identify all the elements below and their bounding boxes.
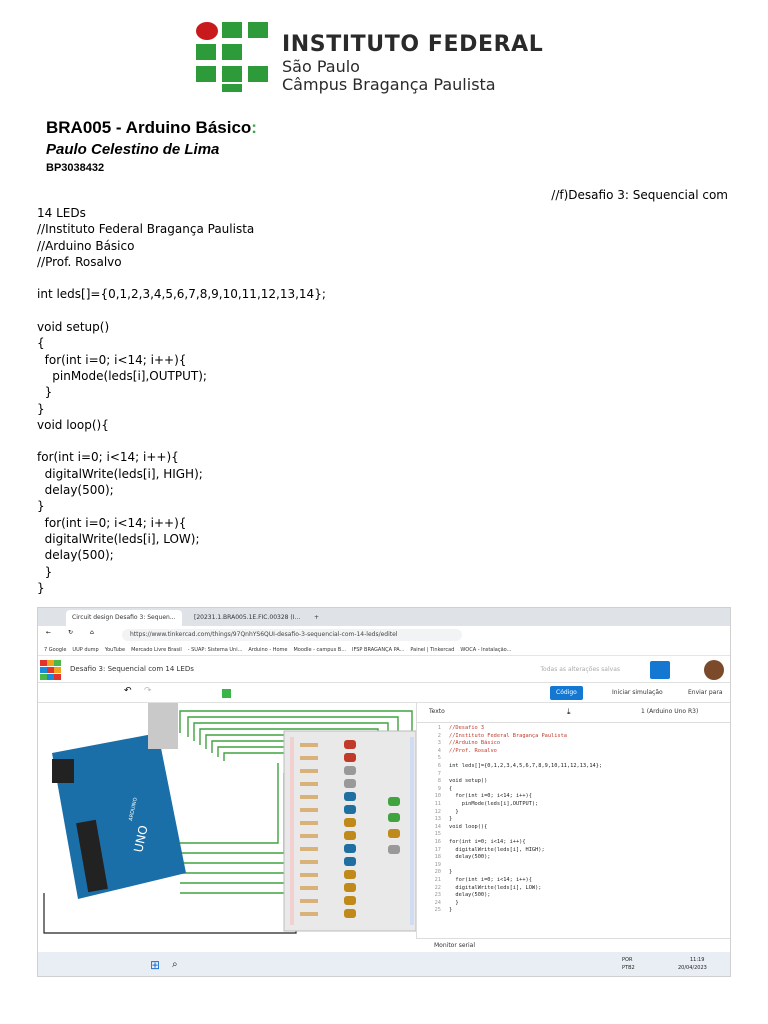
doc-code-line: int leds[]={0,1,2,3,4,5,6,7,8,9,10,11,12,13,14}; xyxy=(37,287,326,302)
code-line: for(int i=0; i<14; i++){ xyxy=(449,793,532,800)
code-line: } xyxy=(449,808,459,815)
bookmark-link[interactable]: IFSP BRAGANÇA PA... xyxy=(351,647,405,653)
project-title[interactable]: Desafio 3: Sequencial com 14 LEDs xyxy=(70,665,194,673)
doc-code-line: void setup() xyxy=(37,320,110,335)
code-line: digitalWrite(leds[i], LOW); xyxy=(449,884,542,891)
led[interactable] xyxy=(388,829,400,838)
resistor[interactable] xyxy=(300,769,318,773)
doc-code-line: //Instituto Federal Bragança Paulista xyxy=(37,222,255,237)
bookmark-link[interactable]: YouTube xyxy=(104,647,126,653)
svg-text:ARDUINO: ARDUINO xyxy=(128,797,139,822)
resistor[interactable] xyxy=(300,834,318,838)
line-number: 8 xyxy=(437,778,441,785)
line-number: 20 xyxy=(434,869,441,876)
resistor[interactable] xyxy=(300,912,318,916)
color-picker-icon[interactable] xyxy=(222,689,231,698)
resistor[interactable] xyxy=(300,795,318,799)
back-icon[interactable]: ← xyxy=(46,629,52,636)
undo-icon[interactable]: ↶ xyxy=(124,686,132,696)
doc-code-line: 14 LEDs xyxy=(37,206,86,220)
line-number: 11 xyxy=(434,801,441,807)
search-icon[interactable]: ⌕ xyxy=(172,959,178,970)
tinkercad-logo xyxy=(40,660,62,680)
line-number: 9 xyxy=(437,785,441,792)
code-line: for(int i=0; i<14; i++){ xyxy=(449,877,532,883)
line-number: 23 xyxy=(434,892,441,899)
bookmark-link[interactable]: Moodle - campus B... xyxy=(293,647,346,653)
led[interactable] xyxy=(344,896,356,905)
new-tab-button[interactable]: + xyxy=(314,614,320,621)
line-number: 1 xyxy=(437,725,441,731)
windows-start-icon[interactable]: ⊞ xyxy=(150,958,161,972)
doc-code-line xyxy=(37,270,326,286)
code-line: { xyxy=(449,785,453,792)
led[interactable] xyxy=(344,753,356,762)
bookmark-link[interactable]: Mercado Livre Brasil xyxy=(131,647,182,653)
institution-logo xyxy=(196,22,576,96)
resistor[interactable] xyxy=(300,782,318,786)
line-number: 24 xyxy=(434,899,441,906)
course-title: BRA005 - Arduino Básico: xyxy=(46,118,257,137)
reload-icon[interactable]: ↻ xyxy=(68,629,74,636)
code-line: void loop(){ xyxy=(449,823,488,830)
led[interactable] xyxy=(344,740,356,749)
doc-code-line: digitalWrite(leds[i], LOW); xyxy=(37,531,200,546)
led[interactable] xyxy=(388,813,400,822)
resistor[interactable] xyxy=(300,821,318,825)
resistor[interactable] xyxy=(300,860,318,864)
doc-code-line xyxy=(37,303,326,319)
svg-text:UNO: UNO xyxy=(131,824,151,854)
tinkercad-screenshot xyxy=(37,607,731,977)
led[interactable] xyxy=(388,845,400,854)
resistor[interactable] xyxy=(300,756,318,760)
line-number: 7 xyxy=(437,770,441,777)
led[interactable] xyxy=(344,818,356,827)
line-number: 16 xyxy=(434,839,441,845)
code-line: //Arduino Básico xyxy=(449,740,501,747)
doc-code-line: } xyxy=(37,580,45,595)
circuit-view-icon[interactable] xyxy=(650,661,670,679)
line-number: 15 xyxy=(434,831,441,838)
line-number: 5 xyxy=(437,755,441,762)
home-icon[interactable]: ⌂ xyxy=(90,629,94,636)
code-mode-select[interactable]: Texto xyxy=(429,708,445,715)
line-number: 17 xyxy=(434,846,441,853)
logo-campus: Câmpus Bragança Paulista xyxy=(282,75,496,94)
code-line: int leds[]={0,1,2,3,4,5,6,7,8,9,10,11,12,13,14}; xyxy=(449,763,603,769)
logo-title: INSTITUTO FEDERAL xyxy=(282,32,544,57)
led[interactable] xyxy=(344,831,356,840)
doc-code-line: for(int i=0; i<14; i++){ xyxy=(37,515,187,530)
code-line: delay(500); xyxy=(449,892,491,899)
student-id: BP3038432 xyxy=(46,162,105,174)
tinkercad-header xyxy=(38,657,730,683)
resistor[interactable] xyxy=(300,886,318,890)
led[interactable] xyxy=(344,805,356,814)
line-number: 19 xyxy=(434,861,441,868)
line-number: 21 xyxy=(434,877,441,883)
redo-icon[interactable]: ↷ xyxy=(144,686,152,696)
download-icon[interactable]: ⤓ xyxy=(567,707,571,716)
doc-code-line: //Arduino Básico xyxy=(37,238,135,253)
bookmark-link[interactable]: - SUAP: Sistema Uni... xyxy=(187,647,243,653)
bookmark-link[interactable]: Painel | Tinkercad xyxy=(410,647,455,653)
led[interactable] xyxy=(344,857,356,866)
save-status: Todas as alterações salvas xyxy=(540,666,620,673)
keyboard-layout[interactable]: PTB2 xyxy=(622,965,635,971)
code-line: for(int i=0; i<14; i++){ xyxy=(449,839,526,845)
led[interactable] xyxy=(344,870,356,879)
led[interactable] xyxy=(344,779,356,788)
clock-date[interactable]: 20/04/2023 xyxy=(678,965,707,971)
resistor[interactable] xyxy=(300,743,318,747)
code-line: digitalWrite(leds[i], HIGH); xyxy=(449,846,545,853)
resistor[interactable] xyxy=(300,899,318,903)
led[interactable] xyxy=(344,883,356,892)
if-logo-mark xyxy=(196,22,270,92)
author-name: Paulo Celestino de Lima xyxy=(46,141,220,158)
doc-code-line: } xyxy=(37,385,53,400)
code-line: pinMode(leds[i],OUTPUT); xyxy=(449,801,539,807)
led[interactable] xyxy=(344,909,356,918)
line-number: 22 xyxy=(434,884,441,891)
send-to-button[interactable]: Enviar para xyxy=(688,689,723,696)
browser-tab-active[interactable]: Circuit design Desafio 3: Sequen... xyxy=(66,610,182,626)
code-button[interactable]: Código xyxy=(550,686,583,700)
code-line: void setup() xyxy=(449,778,488,785)
code-line: } xyxy=(449,869,453,876)
doc-code-line: pinMode(leds[i],OUTPUT); xyxy=(37,368,207,383)
line-number: 3 xyxy=(437,740,441,747)
doc-code-line: } xyxy=(37,499,45,514)
code-line: //Desafio 3 xyxy=(449,725,485,731)
browser-tab-bar xyxy=(38,608,730,626)
windows-taskbar xyxy=(38,952,730,977)
line-number: 25 xyxy=(434,907,441,914)
doc-code-line: for(int i=0; i<14; i++){ xyxy=(37,352,187,367)
led[interactable] xyxy=(344,792,356,801)
led[interactable] xyxy=(344,766,356,775)
doc-code-block xyxy=(37,205,326,596)
resistor[interactable] xyxy=(300,847,318,851)
code-line: delay(500); xyxy=(449,854,491,861)
code-line: } xyxy=(449,816,453,823)
led[interactable] xyxy=(344,844,356,853)
clock-time[interactable]: 11:19 xyxy=(690,957,705,963)
resistor[interactable] xyxy=(300,808,318,812)
bookmarks-bar xyxy=(38,644,730,656)
line-number: 18 xyxy=(434,854,441,861)
doc-code-line: //Prof. Rosalvo xyxy=(37,254,122,269)
arduino-board xyxy=(52,703,186,899)
doc-code-line: digitalWrite(leds[i], HIGH); xyxy=(37,466,203,481)
doc-code-line: void loop(){ xyxy=(37,417,109,432)
line-number: 6 xyxy=(437,763,441,769)
line-number: 12 xyxy=(434,808,441,815)
line-number: 14 xyxy=(434,823,441,830)
code-line: } xyxy=(449,907,453,914)
address-bar xyxy=(38,626,730,644)
language-indicator[interactable]: POR xyxy=(622,957,633,963)
doc-first-line: //f)Desafio 3: Sequencial com xyxy=(551,188,728,202)
circuit-canvas[interactable] xyxy=(38,703,416,938)
code-line: //Prof. Rosalvo xyxy=(449,747,497,754)
doc-code-line: for(int i=0; i<14; i++){ xyxy=(37,450,179,465)
doc-code-line: delay(500); xyxy=(37,483,114,498)
browser-tab[interactable]: [20231.1.BRA005.1E.FIC.00328 (I... xyxy=(194,614,301,621)
avatar[interactable] xyxy=(704,660,724,680)
line-number: 4 xyxy=(437,747,441,754)
doc-code-line xyxy=(37,433,326,449)
serial-monitor-button[interactable]: Monitor serial xyxy=(416,938,731,952)
editor-toolbar xyxy=(38,683,730,703)
url-input[interactable]: https://www.tinkercad.com/things/97QnhYS6QUI-desafio-3-sequencial-com-14-leds/editel xyxy=(122,629,462,641)
led[interactable] xyxy=(388,797,400,806)
line-number: 10 xyxy=(434,793,441,800)
line-number: 13 xyxy=(434,816,441,823)
bookmark-link[interactable]: Arduino - Home xyxy=(248,647,288,653)
board-select[interactable]: 1 (Arduino Uno R3) xyxy=(641,708,699,715)
doc-code-line: } xyxy=(37,401,45,416)
bookmark-link[interactable]: 7 Google xyxy=(44,647,67,653)
line-number: 2 xyxy=(437,732,441,739)
start-simulation-button[interactable]: Iniciar simulação xyxy=(612,689,663,696)
code-line: } xyxy=(449,899,459,906)
bookmark-link[interactable]: UUP dump xyxy=(72,647,99,653)
resistor[interactable] xyxy=(300,873,318,877)
circuit-drawing xyxy=(38,703,416,938)
logo-city: São Paulo xyxy=(282,57,360,76)
code-editor-panel xyxy=(416,703,731,938)
doc-code-line: delay(500); xyxy=(37,548,114,563)
code-line: //Instituto Federal Bragança Paulista xyxy=(449,732,567,739)
doc-code-line: { xyxy=(37,336,45,351)
doc-code-line: } xyxy=(37,564,53,579)
bookmark-link[interactable]: WOCA - Instalação... xyxy=(460,647,512,653)
